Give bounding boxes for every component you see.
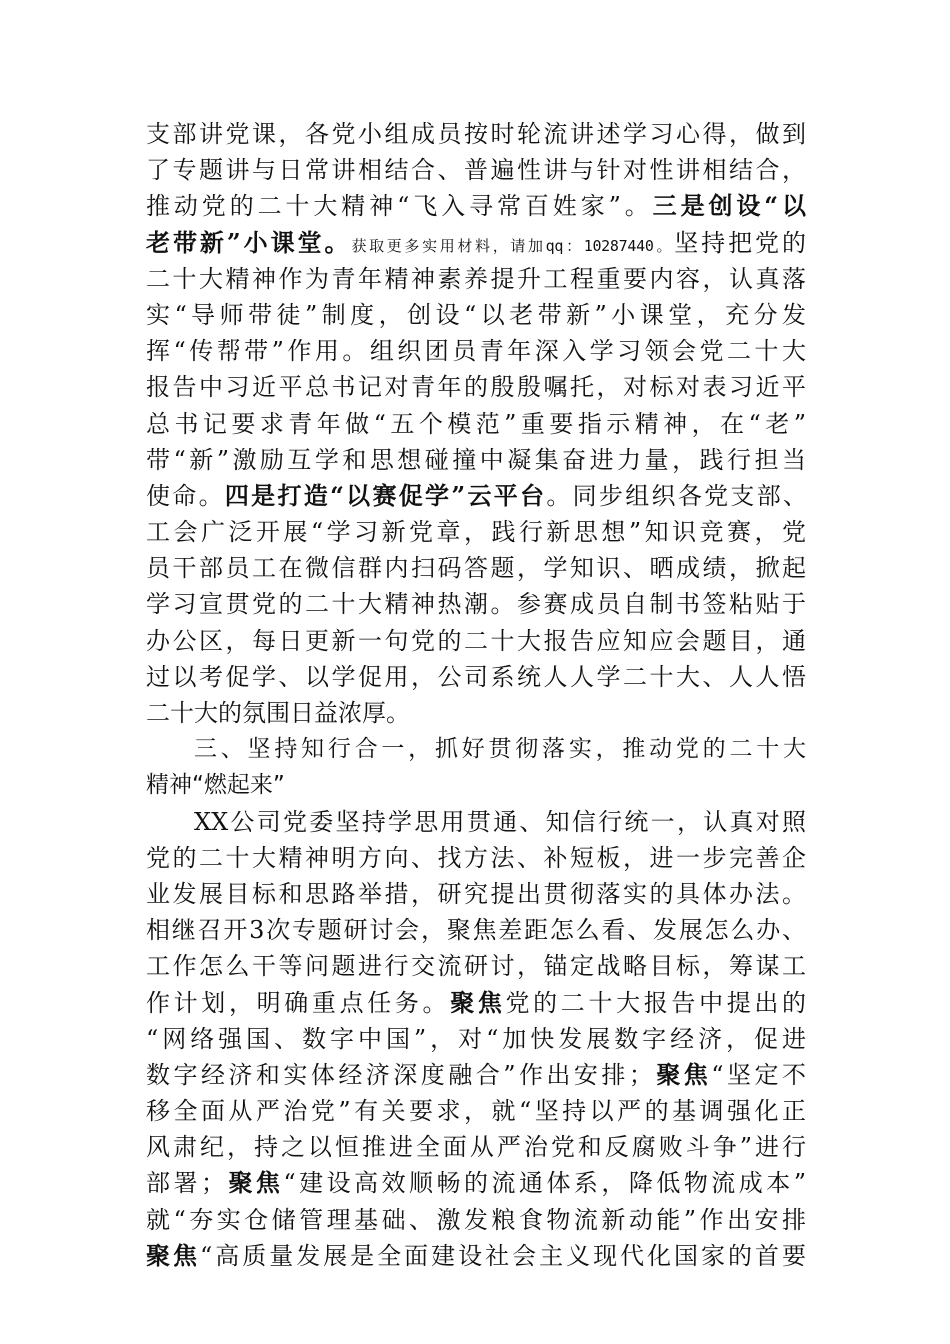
text-run: 移全面从严治党”有关要求，就“坚持以严的基调强化正 — [146, 1097, 806, 1126]
paragraph-line — [146, 1129, 806, 1165]
paragraph-line — [146, 1202, 806, 1238]
text-run: 推动党的二十大精神“飞入寻常百姓家”。 — [146, 192, 653, 221]
paragraph-line — [146, 876, 806, 912]
text-run: 精神“燃起来” — [146, 772, 285, 799]
section-heading-line — [146, 767, 806, 803]
paragraph-line — [146, 840, 806, 876]
paragraph-line — [146, 948, 806, 984]
text-run: 工作怎么干等问题进行交流研讨，锚定战略目标，筹谋工 — [146, 952, 806, 981]
paragraph-line — [146, 1057, 806, 1093]
text-run: 工会广泛开展“学习新党章，践行新思想”知识竞赛，党 — [146, 518, 806, 547]
paragraph-line — [146, 116, 806, 152]
text-run: 党的二十大精神明方向、找方法、补短板，进一步完善企 — [146, 843, 806, 872]
text-run: 总书记要求青年做“五个模范”重要指示精神，在“老” — [146, 409, 806, 438]
text-run: 办公区，每日更新一句党的二十大报告应知应会题目，通 — [146, 626, 806, 655]
paragraph-line — [146, 369, 806, 405]
paragraph-line — [146, 225, 806, 261]
watermark-note: 获取更多实用材料，请加qq：10287440。 — [351, 236, 675, 255]
text-run: 三、坚持知行合一，抓好贯彻落实，推动党的二十大 — [194, 736, 806, 763]
text-run: “坚定不 — [711, 1060, 806, 1089]
text-run: 二十大的氛围日益浓厚。 — [146, 699, 410, 727]
text-run: 部署； — [146, 1169, 225, 1198]
paragraph-line — [146, 912, 806, 948]
bold-phrase: 聚焦 — [146, 1240, 200, 1270]
bold-phrase: 聚焦 — [652, 1059, 712, 1089]
paragraph-line — [146, 514, 806, 550]
paragraph-line — [146, 1238, 806, 1274]
paragraph-line — [146, 1093, 806, 1129]
section-heading-line — [146, 731, 806, 767]
text-run: 坚持把党的 — [674, 228, 807, 257]
bold-phrase: 三是创设“以 — [652, 191, 806, 221]
paragraph-line — [146, 406, 806, 442]
paragraph-line — [146, 550, 806, 586]
text-run: 员干部员工在微信群内扫码答题，学知识、晒成绩，掀起 — [146, 554, 806, 583]
text-run: “网络强国、数字中国”，对“加快发展数字经济，促进 — [146, 1024, 806, 1053]
paragraph-line — [146, 1021, 806, 1057]
paragraph-line — [146, 297, 806, 333]
text-run: 过以考促学、以学促用，公司系统人人学二十大、人人悟 — [146, 662, 806, 691]
paragraph-line — [146, 623, 806, 659]
text-run: 相继召开3次专题研讨会，聚焦差距怎么看、发展怎么办、 — [146, 916, 806, 945]
text-run: 业发展目标和思路举措，研究提出贯彻落实的具体办法。 — [146, 879, 806, 908]
text-run: 支部讲党课，各党小组成员按时轮流讲述学习心得，做到 — [146, 120, 806, 148]
text-run: 二十大精神作为青年精神素养提升工程重要内容，认真落 — [146, 264, 806, 293]
text-run: 就“夯实仓储管理基础、激发粮食物流新动能”作出安排 — [146, 1205, 806, 1234]
text-run: XX公司党委坚持学思用贯通、知信行统一，认真对照 — [194, 807, 806, 836]
text-run: 风肃纪，持之以恒推进全面从严治党和反腐败斗争”进行 — [146, 1133, 806, 1162]
text-run: 。同步组织各党支部、 — [546, 481, 807, 510]
text-run: 学习宣贯党的二十大精神热潮。参赛成员自制书签粘贴于 — [146, 590, 806, 619]
paragraph-line — [146, 1165, 806, 1201]
text-run: 实“导师带徒”制度，创设“以老带新”小课堂，充分发 — [146, 300, 806, 329]
text-run: “高质量发展是全面建设社会主义现代化国家的首要 — [199, 1241, 806, 1270]
document-page — [146, 116, 806, 1274]
paragraph-line — [146, 804, 806, 840]
paragraph-line — [146, 152, 806, 188]
bold-phrase: 四是打造“以赛促学”云平台 — [224, 480, 547, 510]
paragraph-line — [146, 442, 806, 478]
bold-phrase: 聚焦 — [224, 1168, 284, 1198]
bold-phrase: 聚焦 — [450, 987, 506, 1017]
paragraph-line — [146, 333, 806, 369]
paragraph-line — [146, 261, 806, 297]
paragraph-line — [146, 659, 806, 695]
text-run: 作计划，明确重点任务。 — [146, 988, 451, 1017]
text-run: 报告中习近平总书记对青年的殷殷嘱托，对标对表习近平 — [146, 373, 806, 402]
paragraph-line — [146, 985, 806, 1021]
paragraph-line — [146, 188, 806, 224]
text-run: 使命。 — [146, 481, 225, 510]
paragraph-line — [146, 695, 806, 731]
bold-phrase: 老带新”小课堂。 — [146, 227, 352, 257]
text-run: 数字经济和实体经济深度融合”作出安排； — [146, 1060, 653, 1089]
text-run: 党的二十大报告中提出的 — [505, 988, 807, 1017]
text-run: 挥“传帮带”作用。组织团员青年深入学习领会党二十大 — [146, 337, 806, 366]
text-run: 带“新”激励互学和思想碰撞中凝集奋进力量，践行担当 — [146, 445, 806, 474]
paragraph-line — [146, 586, 806, 622]
text-run: 了专题讲与日常讲相结合、普遍性讲与针对性讲相结合， — [146, 156, 806, 185]
text-run: “建设高效顺畅的流通体系，降低物流成本” — [283, 1169, 807, 1198]
paragraph-line — [146, 478, 806, 514]
